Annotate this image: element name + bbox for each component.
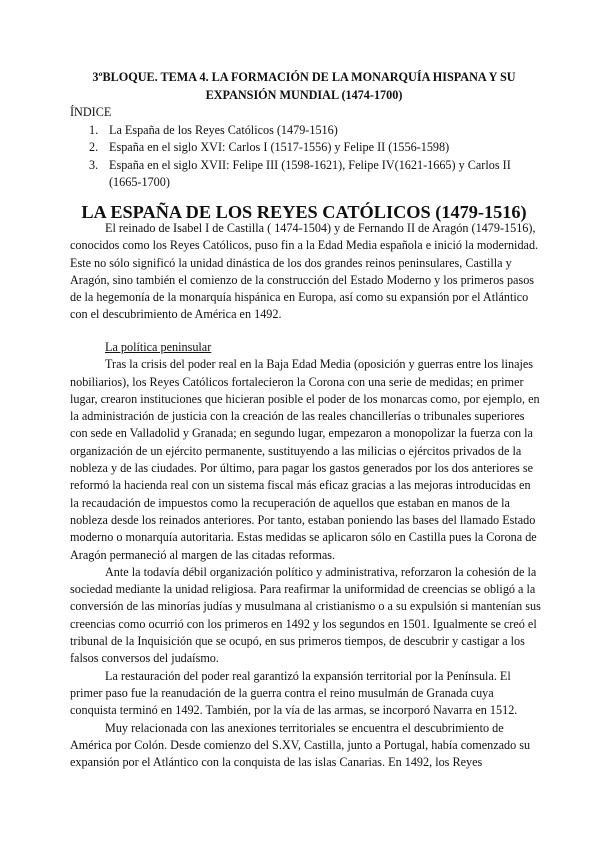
index-heading: ÍNDICE [70,105,112,119]
toc-item-text: España en el siglo XVII: Felipe III (1598-1621), Felipe IV(1621-1665) y Carlos II (1665-1700) [109,157,511,189]
toc-item-number: 3. [89,157,99,172]
intro-block [70,220,542,324]
toc-item-number: 1. [89,123,99,137]
toc-item [70,139,540,156]
toc-item-text: La España de los Reyes Católicos (1479-1516) [109,123,338,137]
document-title: 3ºBLOQUE. TEMA 4. LA FORMACIÓN DE LA MONARQUÍA HISPANA Y SU EXPANSIÓN MUNDIAL (1474-1700) [92,70,516,102]
body-paragraph: La restauración del poder real garantizó la expansión territorial por la Península. El primer paso fue la reanudación de la guerra contra el reino musulmán de Granada cuya conquista terminó en 1492. También, por la vía de las armas, se incorporó Navarra en 1512. [70,668,518,718]
body-paragraph: Muy relacionada con las anexiones territoriales se encuentra el descubrimiento de América por Colón. Desde comienzo del S.XV, Castilla, junto a Portugal, había comenzado su expansión por el Atlántico con la conquista de las islas Canarias. En 1492, los Reyes [70,720,531,770]
toc-item [70,157,540,192]
toc-item [70,122,540,139]
table-of-contents [70,122,540,191]
subsection-heading: La política peninsular [105,340,212,354]
intro-paragraph: El reinado de Isabel I de Castilla ( 1474-1504) y de Fernando II de Aragón (1479-1516), conocidos como los Reyes Católicos, puso fin a la Edad Media española e inició la modernidad. Este no sólo significó la unidad dinástica de los dos grandes reinos peninsulares, Castilla y Aragón, sino también el comienzo de la construcción del Estado Moderno y los primeros pasos de la hegemonía de la monarquía hispánica en Europa, así como su expansión por el Atlántico con el descubrimiento de América en 1492. [70,221,539,322]
toc-item-number: 2. [89,140,99,155]
body-paragraph: Ante la todavía débil organización político y administrativa, reforzaron la cohesión de la sociedad mediante la unidad religiosa. Para reafirmar la uniformidad de creencias se obligó a la conversión de las minorías judías y musulmana al cristianismo o a su expulsión si mantenían sus creencias como ocurrió con los primeros en 1492 y los segundos en 1501. Igualmente se creó el tribunal de la Inquisición que se ocupó, en sus primeros tiempos, de descubrir y castigar a los falsos conversos del judaísmo. [70,564,541,666]
toc-item-text: España en el siglo XVI: Carlos I (1517-1556) y Felipe II (1556-1598) [109,140,450,155]
body-paragraph: Tras la crisis del poder real en la Baja Edad Media (oposición y guerras entre los linajes nobiliarios), los Reyes Católicos fortalecieron la Corona con una serie de medidas; en primer lugar, crearon instituciones que hicieran posible el poder de los monarcas como, por ejemplo, en la administración de justicia con la creación de las reales chancillerías o tribunales superiores con sede en Valladolid y Granada; en segundo lugar, empezaron a monopolizar la fuerza con la organización de un ejército permanente, sustituyendo a las milicias o ejércitos privados de la nobleza y de las ciudades. Por último, para pagar los gastos generados por los dos anteriores se reformó la hacienda real con un sistema fiscal más eficaz gracias a las mejoras introducidas en la recaudación de impuestos como la recuperación de aquellos que estaban en manos de la nobleza desde los reinados anteriores. Por tanto, estaban poniendo las bases del llamado Estado moderno o monarquía autoritaria. Estas medidas se aplicaron sólo en Castilla pues la Corona de Aragón permaneció al margen de las citadas reformas. [70,357,540,562]
subsection-block [70,339,542,771]
section-heading: LA ESPAÑA DE LOS REYES CATÓLICOS (1479-1516) [81,202,527,222]
